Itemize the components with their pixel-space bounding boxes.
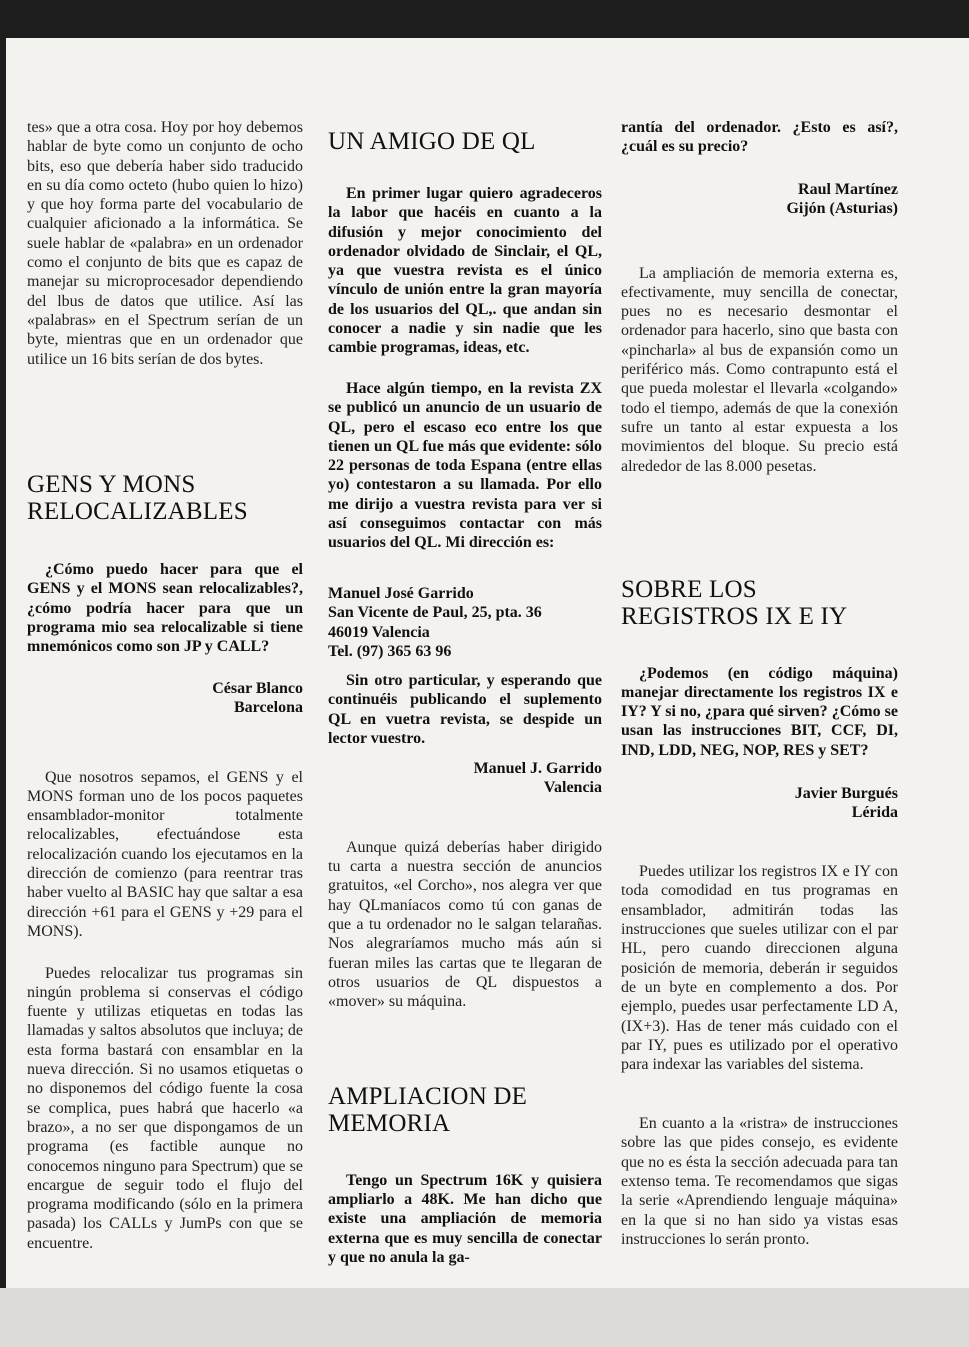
- address-street: San Vicente de Paul, 25, pta. 36: [328, 604, 542, 622]
- heading-gens-mons: GENS Y MONS RELOCALIZABLES: [27, 471, 248, 525]
- heading-registros: SOBRE LOS REGISTROS IX E IY: [621, 575, 848, 630]
- answer-paragraph-gens-2: Puedes relocalizar tus programas sin ningún problema si conservas el código fuente y utilizas etiquetas en todas las llamadas y saltos absolutos que incluya; de esta forma bastará con ensamblar en la nueva dirección. Si no usamos etiquetas o no disponemos del código fuente la cosa se complica, pues habrá que hacerlo «a brazo», a no ser que dispongamos de un programa (es factible aunque no conocemos ninguno para Spectrum) que se encargue de seguir todo el flujo del programa modificando (sólo en la primera pasada) los CALLs y JumPs con que se encuentre.: [27, 964, 303, 1252]
- address-phone: Tel. (97) 365 63 96: [328, 642, 452, 660]
- signature-city: Barcelona: [233, 699, 303, 717]
- answer-paragraph-registros-1: Puedes utilizar los registros IX e IY con toda comodidad en tus programas en ensamblador, admitirán todas las instrucciones que sueles utilizar con el par HL, pero cuando direccionen alguna posición de memoria, deberán ir seguidos de un byte en complemento a dos. Por ejemplo, puedes usar perfectamente LD A, (IX+3). Has de tener más cuidado con el par IY, pues es utilizado por el operativo para indexar las variables del sistema.: [621, 863, 898, 1074]
- answer-paragraph-memoria: La ampliación de memoria externa es, efectivamente, muy sencilla de conectar, pues no es necesario desmontar el ordenador para hacerlo, sino que basta con «pincharla» al bus de expansión como un periférico más. Como contrapunto está el que pueda molestar el llevarla «colgando» todo el tiempo, además de que la conexión sufre un tanto al estar expuesta a los movimientos del bloque. Su precio está alrededor de las 8.000 pesetas.: [621, 264, 898, 475]
- answer-paragraph-gens-1: Que nosotros sepamos, el GENS y el MONS forman uno de los pocos paquetes ensamblador-monitor totalmente relocalizables, efectuándose esta relocalización cuando los ejecutamos en la dirección de comienzo (para reentrar tras haber vuelto al BASIC hay que saltar a esa dirección +61 para el GENS y +29 para el MONS).: [27, 768, 303, 940]
- address-name: Manuel José Garrido: [328, 585, 474, 602]
- signature-city-lerida: Lérida: [851, 803, 898, 821]
- question-continuation: rantía del ordenador. ¿Esto es así?, ¿cuál es su precio?: [621, 119, 898, 156]
- signature-name-javier: Javier Burgués: [794, 784, 898, 802]
- question-paragraph-ql-3: Sin otro particular, y esperando que continuéis publicando el suplemento QL en vuetra revista, se despide un lector vuestro.: [328, 672, 602, 748]
- question-paragraph-ql-1: En primer lugar quiero agradeceros la labor que hacéis en cuanto a la difusión y mejor conocimiento del ordenador olvidado de Sinclair, el QL, ya que vuestra revista es el único vínculo de unión entre la gran mayoría de los usuarios del QL,. que andan sin conocer a nadie y sin nadie que les cambie programas, ideas, etc.: [328, 185, 602, 357]
- heading-amigo-ql: UN AMIGO DE QL: [328, 128, 536, 155]
- question-paragraph-ql-2: Hace algún tiempo, en la revista ZX se publicó un anuncio de un usuario de QL, pero el escaso eco entre los que tienen un QL fue más que evidente: sólo 22 personas de toda Espana (entre ellas yo) contestaron a su llamada. Por ello me dirijo a vuestra revista para ver si así conseguimos contactar con más usuarios del QL. Mi dirección es:: [328, 380, 602, 552]
- column-left: [27, 118, 303, 1253]
- column-middle: [328, 118, 602, 1267]
- question-paragraph-memoria: Tengo un Spectrum 16K y quisiera ampliarlo a 48K. Me han dicho que existe una ampliación de memoria externa que es muy sencilla de conectar y que no anula la ga-: [328, 1171, 602, 1266]
- signature-name-garrido: Manuel J. Garrido: [473, 760, 602, 778]
- signature-name-raul: Raul Martínez: [798, 181, 898, 198]
- heading-ampliacion-memoria: AMPLIACION DE MEMORIA: [328, 1082, 528, 1137]
- signature-city-valencia: Valencia: [543, 779, 602, 797]
- answer-paragraph-bytes: tes» que a otra cosa. Hoy por hoy debemos hablar de byte como un conjunto de ocho bits, eso que debería haber sido traducido en su día como octeto (hubo quien lo hizo) y que hoy forma parte del vocabulario de cualquier aficionado a la informática. Se suele hablar de «palabra» en un ordenador como el conjunto de bits que es capaz de manejar su microprocesador dependiendo del lbus de datos que utilice. Así las «palabras» en el Spectrum serían de un byte, mientras que en un ordenador que utilice un 16 bits serían de dos bytes.: [27, 119, 303, 368]
- question-registros: ¿Podemos (en código máquina) manejar directamente los registros IX e IY? Y si no, ¿para qué sirven? ¿Cómo se usan las instrucciones BIT, CCF, DI, IND, LDD, NEG, NOP, RES y SET?: [621, 664, 898, 759]
- signature-city-gijon: Gijón (Asturias): [786, 200, 898, 218]
- answer-paragraph-registros-2: En cuanto a la «ristra» de instrucciones sobre las que pides consejo, es evidente que no es ésta la sección adecuada para tan extenso tema. Te recomendamos que sigas la serie «Aprendiendo lenguaje máquina» en la que si no han sido ya vistas esas instrucciones lo serán pronto.: [621, 1115, 898, 1248]
- page-bottom-edge: [0, 1288, 969, 1347]
- signature-name: César Blanco: [212, 680, 303, 697]
- column-right: [621, 118, 898, 1249]
- address-city: 46019 Valencia: [328, 623, 430, 641]
- question-gens-mons: ¿Cómo puedo hacer para que el GENS y el MONS sean relocalizables?, ¿cómo podría hacer para que un programa mio sea relocalizable si tiene mnemónicos como son JP y CALL?: [27, 561, 303, 656]
- answer-paragraph-ql: Aunque quizá deberías haber dirigido tu carta a nuestra sección de anuncios gratuitos, «el Corcho», nos alegra ver que hay QLmaníacos como tú con ganas de que a tu ordenador no le salgan telarañas. Nos alegraríamos mucho más aún si fueran miles las cartas que te llegaran de otros usuarios de QL dispuestos a «mover» su máquina.: [328, 838, 602, 1011]
